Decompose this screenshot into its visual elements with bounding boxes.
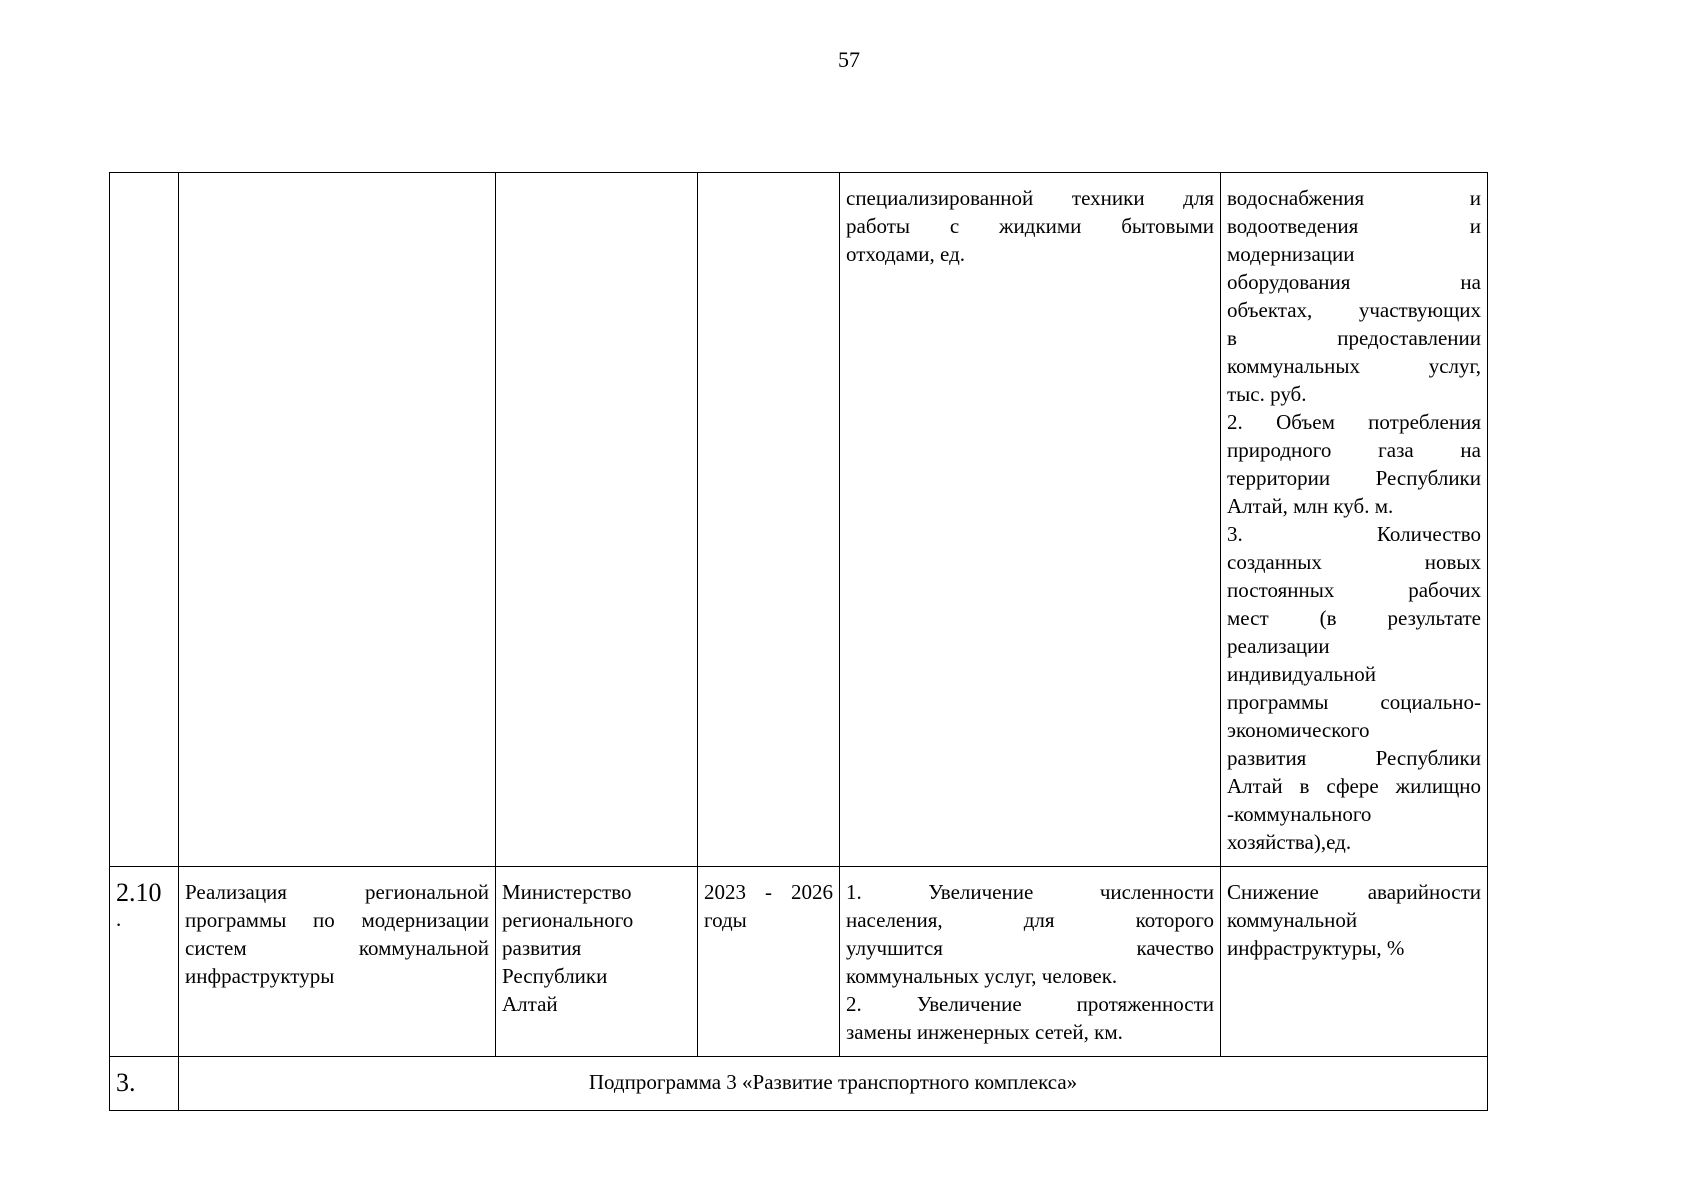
- result-line: Алтай в сфере жилищно: [1227, 774, 1481, 798]
- name-line: инфраструктуры: [185, 964, 335, 988]
- result-line: в предоставлении: [1227, 326, 1481, 350]
- cell-name-empty: [179, 173, 496, 867]
- indicator-line: отходами, ед.: [846, 242, 966, 266]
- indicator-line: специализированной техники для: [846, 186, 1214, 210]
- name-line: систем коммунальной: [185, 936, 489, 960]
- executor-line: Республики: [502, 964, 608, 988]
- result-line: хозяйства),ед.: [1227, 830, 1352, 854]
- result-line: водоснабжения и: [1227, 186, 1481, 210]
- cell-executor: [496, 867, 698, 1057]
- executor-line: регионального: [502, 908, 634, 932]
- cell-number: [110, 1057, 179, 1111]
- period-line: 2023 - 2026: [704, 880, 833, 904]
- period-line: годы: [704, 908, 747, 932]
- cell-indicator: [840, 867, 1221, 1057]
- result-line: коммунальных услуг,: [1227, 354, 1481, 378]
- row-number: 2.10: [116, 878, 162, 907]
- result-line: модернизации: [1227, 242, 1355, 266]
- indicator-line: улучшится качество: [846, 936, 1214, 960]
- result-line: природного газа на: [1227, 438, 1481, 462]
- result-line: тыс. руб.: [1227, 382, 1307, 406]
- result-line: реализации: [1227, 634, 1330, 658]
- result-line: 2. Объем потребления: [1227, 410, 1481, 434]
- executor-line: Алтай: [502, 992, 558, 1016]
- result-line: Алтай, млн куб. м.: [1227, 494, 1394, 518]
- result-line: территории Республики: [1227, 466, 1481, 490]
- result-line: объектах, участвующих: [1227, 298, 1481, 322]
- table-row-subprogram-3: [110, 1057, 1488, 1111]
- indicator-line: 2. Увеличение протяженности: [846, 992, 1214, 1016]
- row-number-suffix: .: [116, 907, 122, 931]
- result-line: -коммунального: [1227, 802, 1372, 826]
- row-number: 3.: [116, 1068, 136, 1097]
- executor-line: развития: [502, 936, 582, 960]
- program-table: [109, 172, 1488, 1111]
- cell-name: [179, 867, 496, 1057]
- cell-result: [1221, 867, 1488, 1057]
- cell-period-empty: [698, 173, 840, 867]
- result-line: Снижение аварийности: [1227, 880, 1481, 904]
- indicator-line: коммунальных услуг, человек.: [846, 964, 1118, 988]
- result-line: экономического: [1227, 718, 1370, 742]
- name-line: программы по модернизации: [185, 908, 489, 932]
- indicator-line: 1. Увеличение численности: [846, 880, 1214, 904]
- cell-period: [698, 867, 840, 1057]
- name-line: Реализация региональной: [185, 880, 489, 904]
- indicator-line: населения, для которого: [846, 908, 1214, 932]
- subprogram-title: Подпрограмма 3 «Развитие транспортного комплекса»: [179, 1057, 1488, 1111]
- cell-result: [1221, 173, 1488, 867]
- result-line: инфраструктуры, %: [1227, 936, 1405, 960]
- result-line: мест (в результате: [1227, 606, 1481, 630]
- cell-number-empty: [110, 173, 179, 867]
- executor-line: Министерство: [502, 880, 632, 904]
- result-line: водоотведения и: [1227, 214, 1481, 238]
- cell-number: [110, 867, 179, 1057]
- result-line: оборудования на: [1227, 270, 1481, 294]
- table-row-continuation: [110, 173, 1488, 867]
- result-line: развития Республики: [1227, 746, 1481, 770]
- cell-executor-empty: [496, 173, 698, 867]
- result-line: программы социально-: [1227, 690, 1481, 714]
- indicator-line: работы с жидкими бытовыми: [846, 214, 1214, 238]
- page-number: 57: [838, 47, 860, 72]
- result-line: 3. Количество: [1227, 522, 1481, 546]
- result-line: коммунальной: [1227, 908, 1358, 932]
- result-line: созданных новых: [1227, 550, 1481, 574]
- indicator-line: замены инженерных сетей, км.: [846, 1020, 1123, 1044]
- cell-indicator: [840, 173, 1221, 867]
- table-row-2-10: [110, 867, 1488, 1057]
- result-line: постоянных рабочих: [1227, 578, 1481, 602]
- result-line: индивидуальной: [1227, 662, 1376, 686]
